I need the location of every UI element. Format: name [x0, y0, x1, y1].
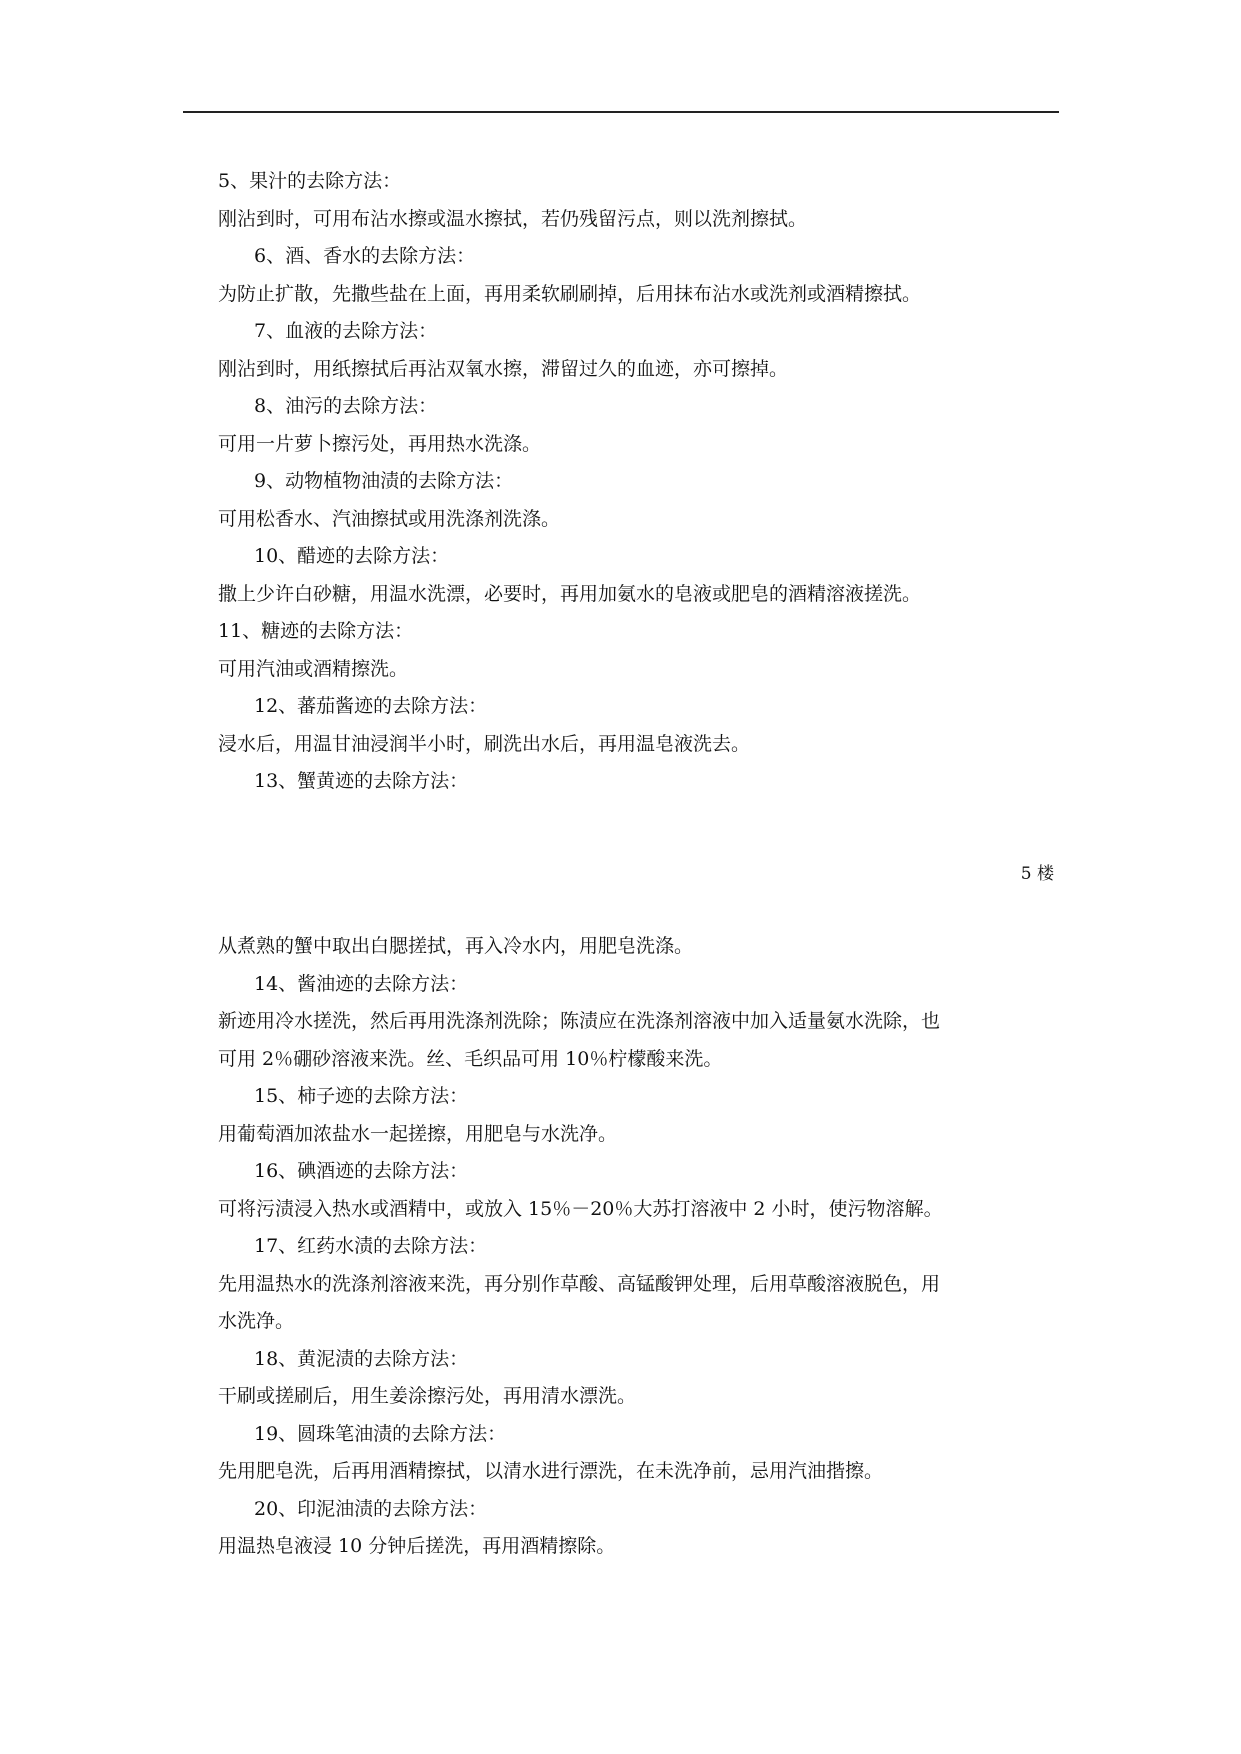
text-line: 为防止扩散，先撒些盐在上面，再用柔软刷刷掉，后用抹布沾水或洗剂或酒精擦拭。	[218, 282, 922, 305]
text-line: 6、酒、香水的去除方法：	[254, 245, 476, 267]
text-line: 17、红药水渍的去除方法：	[254, 1235, 488, 1257]
text-line: 浸水后，用温甘油浸润半小时，刷洗出水后，再用温皂液洗去。	[218, 732, 751, 755]
text-line: 可用一片萝卜擦污处，再用热水洗涤。	[218, 432, 542, 455]
text-line: 16、碘酒迹的去除方法：	[254, 1160, 469, 1182]
text-line: 可将污渍浸入热水或酒精中，或放入 15％－20％大苏打溶液中 2 小时，使污物溶解。	[218, 1197, 943, 1220]
text-line: 10、醋迹的去除方法：	[254, 545, 450, 567]
text-block-upper	[218, 163, 1058, 801]
text-line: 8、油污的去除方法：	[254, 395, 438, 417]
text-line: 先用温热水的洗涤剂溶液来洗，再分别作草酸、高锰酸钾处理，后用草酸溶液脱色，用	[218, 1272, 941, 1295]
text-line: 可用汽油或酒精擦洗。	[218, 657, 409, 680]
text-line: 18、黄泥渍的去除方法：	[254, 1347, 469, 1370]
text-line: 19、圆珠笔油渍的去除方法：	[254, 1422, 507, 1445]
text-line: 14、酱油迹的去除方法：	[254, 972, 469, 995]
page-marker: 5 楼	[1020, 864, 1054, 884]
text-line: 11、糖迹的去除方法：	[218, 620, 414, 642]
text-line: 12、蕃茄酱迹的去除方法：	[254, 695, 488, 717]
text-line: 9、动物植物油渍的去除方法：	[254, 470, 514, 492]
text-line: 从煮熟的蟹中取出白腮搓拭，再入冷水内，用肥皂洗涤。	[218, 935, 694, 957]
text-block-lower	[218, 928, 1058, 1566]
text-line: 刚沾到时，用纸擦拭后再沾双氧水擦，滞留过久的血迹，亦可擦掉。	[218, 357, 789, 380]
text-line: 13、蟹黄迹的去除方法：	[254, 770, 469, 792]
text-line: 先用肥皂洗，后再用酒精擦拭，以清水进行漂洗，在未洗净前，忌用汽油揩擦。	[218, 1460, 884, 1482]
text-line: 干刷或搓刷后，用生姜涂擦污处，再用清水漂洗。	[218, 1385, 637, 1407]
text-line: 可用 2％硼砂溶液来洗。丝、毛织品可用 10％柠檬酸来洗。	[218, 1047, 723, 1070]
text-line: 刚沾到时，可用布沾水擦或温水擦拭，若仍残留污点，则以洗剂擦拭。	[218, 207, 808, 230]
text-line: 新迹用冷水搓洗，然后再用洗涤剂洗除；陈渍应在洗涤剂溶液中加入适量氨水洗除，也	[218, 1010, 941, 1032]
header-rule	[183, 111, 1059, 113]
text-line: 水洗净。	[218, 1310, 295, 1332]
text-line: 7、血液的去除方法：	[254, 320, 438, 342]
text-line: 5、果汁的去除方法：	[218, 170, 402, 192]
text-line: 15、柿子迹的去除方法：	[254, 1085, 469, 1107]
text-line: 撒上少许白砂糖，用温水洗漂，必要时，再用加氨水的皂液或肥皂的酒精溶液搓洗。	[218, 582, 922, 605]
text-line: 20、印泥油渍的去除方法：	[254, 1497, 488, 1520]
text-line: 可用松香水、汽油擦拭或用洗涤剂洗涤。	[218, 507, 561, 530]
text-line: 用温热皂液浸 10 分钟后搓洗，再用酒精擦除。	[218, 1535, 616, 1557]
text-line: 用葡萄酒加浓盐水一起搓擦，用肥皂与水洗净。	[218, 1122, 618, 1145]
